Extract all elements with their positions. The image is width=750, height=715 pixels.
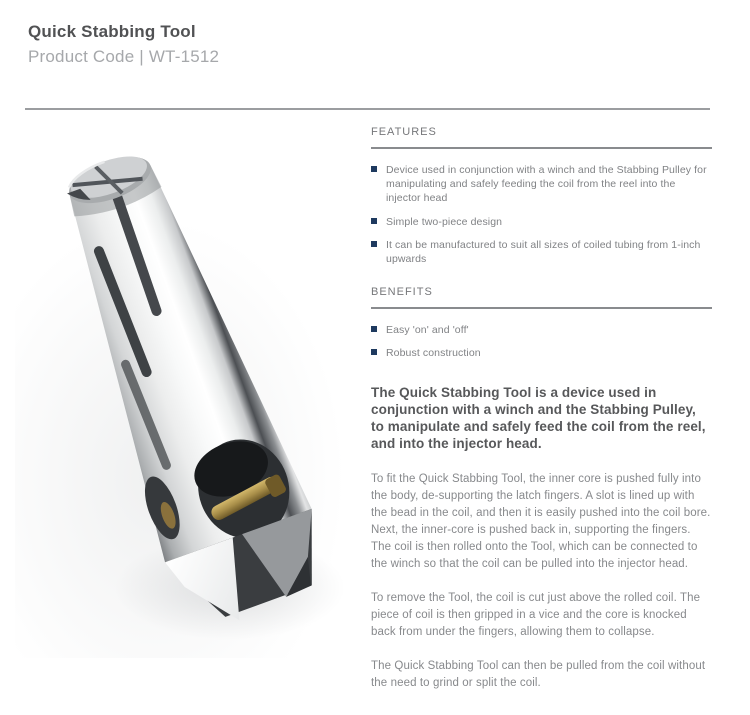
bullet-square-icon: [371, 349, 377, 355]
description-paragraph: To fit the Quick Stabbing Tool, the inner core is pushed fully into the body, de-supporting the latch fingers. A slot is lined up with the bead in the coil, and then it is easily pushed into the coil bore. Next, the inner-core is pushed back in, supporting the fingers. The coil is then rolled onto the Tool, which can be connected to the winch so that the coil can be pulled into the injector head.: [371, 473, 711, 571]
description-paragraph: To remove the Tool, the coil is cut just above the rolled coil. The piece of coil is then gripped in a vice and the core is knocked back from under the fingers, allowing them to collapse.: [371, 592, 701, 639]
page-header: [28, 22, 219, 67]
bullet-square-icon: [371, 218, 377, 224]
description-section: [371, 384, 712, 692]
features-heading: FEATURES: [371, 126, 712, 149]
feature-item: [371, 238, 712, 266]
feature-item: [371, 163, 712, 206]
page-title: Quick Stabbing Tool: [28, 22, 196, 41]
product-code: Product Code | WT-1512: [28, 47, 220, 66]
bullet-square-icon: [371, 326, 377, 332]
bullet-square-icon: [371, 166, 377, 172]
feature-item: [371, 215, 712, 229]
benefit-item-text: Robust construction: [386, 347, 481, 360]
stabbing-tool-photo-illustration: [15, 118, 360, 658]
benefits-list: [371, 323, 712, 360]
features-section: [371, 126, 712, 266]
benefit-item-text: Easy 'on' and 'off': [386, 324, 469, 337]
bullet-square-icon: [371, 241, 377, 247]
description-intro: The Quick Stabbing Tool is a device used in conjunction with a winch and the Stabbing Pulley, to manipulate and safely feed the coil from the reel, and into the injector head.: [371, 385, 706, 452]
header-divider: [25, 108, 710, 110]
benefits-heading: BENEFITS: [371, 286, 712, 309]
features-list: [371, 163, 712, 266]
product-image: [15, 118, 360, 658]
details-column: [371, 126, 712, 709]
benefit-item: [371, 346, 712, 360]
feature-item-text: Device used in conjunction with a winch and the Stabbing Pulley for manipulating and safely feeding the coil from the reel into the injector head: [386, 164, 707, 205]
description-paragraph: The Quick Stabbing Tool can then be pulled from the coil without the need to grind or split the coil.: [371, 660, 706, 690]
benefit-item: [371, 323, 712, 337]
feature-item-text: Simple two-piece design: [386, 215, 503, 228]
benefits-section: [371, 286, 712, 360]
feature-item-text: It can be manufactured to suit all sizes of coiled tubing from 1-inch upwards: [386, 238, 701, 265]
